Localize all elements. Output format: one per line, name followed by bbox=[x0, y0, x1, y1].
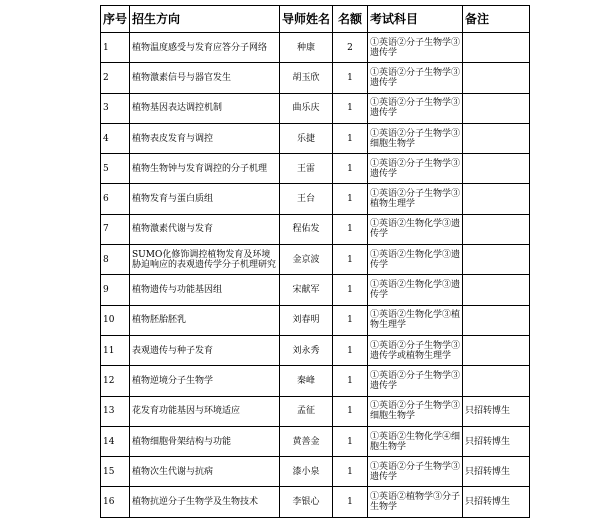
cell-no: 14 bbox=[101, 426, 130, 456]
cell-notes bbox=[463, 366, 530, 396]
cell-direction: 植物胚胎胚乳 bbox=[130, 305, 280, 335]
cell-supervisor: 秦峰 bbox=[280, 366, 333, 396]
cell-supervisor: 漆小泉 bbox=[280, 457, 333, 487]
cell-notes bbox=[463, 123, 530, 153]
cell-supervisor: 刘永秀 bbox=[280, 335, 333, 365]
cell-quota: 1 bbox=[333, 93, 368, 123]
cell-direction: 植物表皮发育与调控 bbox=[130, 123, 280, 153]
header-no: 序号 bbox=[101, 6, 130, 33]
cell-notes bbox=[463, 335, 530, 365]
cell-supervisor: 王雷 bbox=[280, 154, 333, 184]
cell-quota: 2 bbox=[333, 33, 368, 63]
cell-notes bbox=[463, 214, 530, 244]
cell-notes: 只招转博生 bbox=[463, 426, 530, 456]
cell-supervisor: 黄善金 bbox=[280, 426, 333, 456]
cell-direction: 植物逆境分子生物学 bbox=[130, 366, 280, 396]
cell-notes: 只招转博生 bbox=[463, 396, 530, 426]
cell-subjects: ①英语②生物化学③遗传学 bbox=[368, 214, 463, 244]
cell-subjects: ①英语②分子生物学③植物生理学 bbox=[368, 184, 463, 214]
cell-subjects: ①英语②分子生物学③细胞生物学 bbox=[368, 396, 463, 426]
cell-supervisor: 孟征 bbox=[280, 396, 333, 426]
cell-quota: 1 bbox=[333, 335, 368, 365]
cell-no: 8 bbox=[101, 245, 130, 275]
table-row bbox=[101, 457, 530, 487]
cell-notes bbox=[463, 305, 530, 335]
cell-supervisor: 种康 bbox=[280, 33, 333, 63]
cell-subjects: ①英语②分子生物学③遗传学 bbox=[368, 154, 463, 184]
header-row bbox=[101, 6, 530, 33]
cell-no: 5 bbox=[101, 154, 130, 184]
table-row bbox=[101, 426, 530, 456]
cell-no: 6 bbox=[101, 184, 130, 214]
cell-direction: 植物温度感受与发育应答分子网络 bbox=[130, 33, 280, 63]
cell-subjects: ①英语②植物学③分子生物学 bbox=[368, 487, 463, 517]
cell-notes bbox=[463, 154, 530, 184]
cell-notes bbox=[463, 275, 530, 305]
cell-notes bbox=[463, 63, 530, 93]
cell-no: 16 bbox=[101, 487, 130, 517]
cell-quota: 1 bbox=[333, 154, 368, 184]
table-body bbox=[101, 33, 530, 518]
cell-subjects: ①英语②生物化学③植物生理学 bbox=[368, 305, 463, 335]
cell-no: 9 bbox=[101, 275, 130, 305]
cell-no: 11 bbox=[101, 335, 130, 365]
cell-quota: 1 bbox=[333, 305, 368, 335]
cell-no: 7 bbox=[101, 214, 130, 244]
header-supervisor: 导师姓名 bbox=[280, 6, 333, 33]
cell-direction: 植物抗逆分子生物学及生物技术 bbox=[130, 487, 280, 517]
table-row bbox=[101, 184, 530, 214]
cell-quota: 1 bbox=[333, 214, 368, 244]
cell-no: 10 bbox=[101, 305, 130, 335]
cell-supervisor: 王台 bbox=[280, 184, 333, 214]
table-row bbox=[101, 154, 530, 184]
cell-subjects: ①英语②分子生物学③细胞生物学 bbox=[368, 123, 463, 153]
cell-no: 1 bbox=[101, 33, 130, 63]
cell-direction: 植物基因表达调控机制 bbox=[130, 93, 280, 123]
table-row bbox=[101, 93, 530, 123]
cell-direction: 植物激素信号与器官发生 bbox=[130, 63, 280, 93]
table-row bbox=[101, 33, 530, 63]
cell-notes bbox=[463, 33, 530, 63]
cell-direction: 植物细胞骨架结构与功能 bbox=[130, 426, 280, 456]
cell-supervisor: 程佑发 bbox=[280, 214, 333, 244]
cell-notes bbox=[463, 245, 530, 275]
cell-quota: 1 bbox=[333, 487, 368, 517]
cell-direction: SUMO化修饰调控植物发育及环境胁迫响应的表观遗传学分子机理研究 bbox=[130, 245, 280, 275]
table-row bbox=[101, 335, 530, 365]
cell-no: 3 bbox=[101, 93, 130, 123]
cell-notes bbox=[463, 93, 530, 123]
header-notes: 备注 bbox=[463, 6, 530, 33]
cell-no: 12 bbox=[101, 366, 130, 396]
cell-direction: 花发育功能基因与环境适应 bbox=[130, 396, 280, 426]
table-row bbox=[101, 123, 530, 153]
header-subjects: 考试科目 bbox=[368, 6, 463, 33]
table-row bbox=[101, 245, 530, 275]
cell-supervisor: 乐捷 bbox=[280, 123, 333, 153]
table-row bbox=[101, 305, 530, 335]
cell-subjects: ①英语②分子生物学③遗传学 bbox=[368, 63, 463, 93]
cell-direction: 植物发育与蛋白质组 bbox=[130, 184, 280, 214]
cell-subjects: ①英语②生物化学③遗传学 bbox=[368, 275, 463, 305]
cell-subjects: ①英语②分子生物学③遗传学或植物生理学 bbox=[368, 335, 463, 365]
cell-subjects: ①英语②分子生物学③遗传学 bbox=[368, 366, 463, 396]
cell-subjects: ①英语②分子生物学③遗传学 bbox=[368, 33, 463, 63]
header-quota: 名额 bbox=[333, 6, 368, 33]
cell-no: 13 bbox=[101, 396, 130, 426]
cell-subjects: ①英语②分子生物学③遗传学 bbox=[368, 93, 463, 123]
cell-supervisor: 李银心 bbox=[280, 487, 333, 517]
cell-supervisor: 宋献军 bbox=[280, 275, 333, 305]
cell-quota: 1 bbox=[333, 63, 368, 93]
cell-supervisor: 胡玉欣 bbox=[280, 63, 333, 93]
cell-direction: 植物次生代谢与抗病 bbox=[130, 457, 280, 487]
cell-notes: 只招转博生 bbox=[463, 487, 530, 517]
cell-quota: 1 bbox=[333, 123, 368, 153]
cell-direction: 植物遗传与功能基因组 bbox=[130, 275, 280, 305]
cell-no: 15 bbox=[101, 457, 130, 487]
cell-notes bbox=[463, 184, 530, 214]
cell-no: 4 bbox=[101, 123, 130, 153]
cell-supervisor: 刘春明 bbox=[280, 305, 333, 335]
cell-direction: 植物生物钟与发育调控的分子机理 bbox=[130, 154, 280, 184]
cell-quota: 1 bbox=[333, 245, 368, 275]
cell-subjects: ①英语②分子生物学③遗传学 bbox=[368, 457, 463, 487]
cell-quota: 1 bbox=[333, 457, 368, 487]
table-row bbox=[101, 366, 530, 396]
cell-quota: 1 bbox=[333, 275, 368, 305]
enrollment-table bbox=[100, 5, 530, 518]
header-direction: 招生方向 bbox=[130, 6, 280, 33]
cell-subjects: ①英语②生物化学③遗传学 bbox=[368, 245, 463, 275]
cell-direction: 表观遗传与种子发育 bbox=[130, 335, 280, 365]
cell-no: 2 bbox=[101, 63, 130, 93]
cell-supervisor: 金京波 bbox=[280, 245, 333, 275]
cell-quota: 1 bbox=[333, 184, 368, 214]
cell-quota: 1 bbox=[333, 366, 368, 396]
table-row bbox=[101, 396, 530, 426]
table-row bbox=[101, 487, 530, 517]
cell-notes: 只招转博生 bbox=[463, 457, 530, 487]
table-row bbox=[101, 214, 530, 244]
table-row bbox=[101, 63, 530, 93]
cell-supervisor: 曲乐庆 bbox=[280, 93, 333, 123]
cell-subjects: ①英语②生物化学④细胞生物学 bbox=[368, 426, 463, 456]
cell-quota: 1 bbox=[333, 396, 368, 426]
cell-quota: 1 bbox=[333, 426, 368, 456]
cell-direction: 植物激素代谢与发育 bbox=[130, 214, 280, 244]
table-row bbox=[101, 275, 530, 305]
